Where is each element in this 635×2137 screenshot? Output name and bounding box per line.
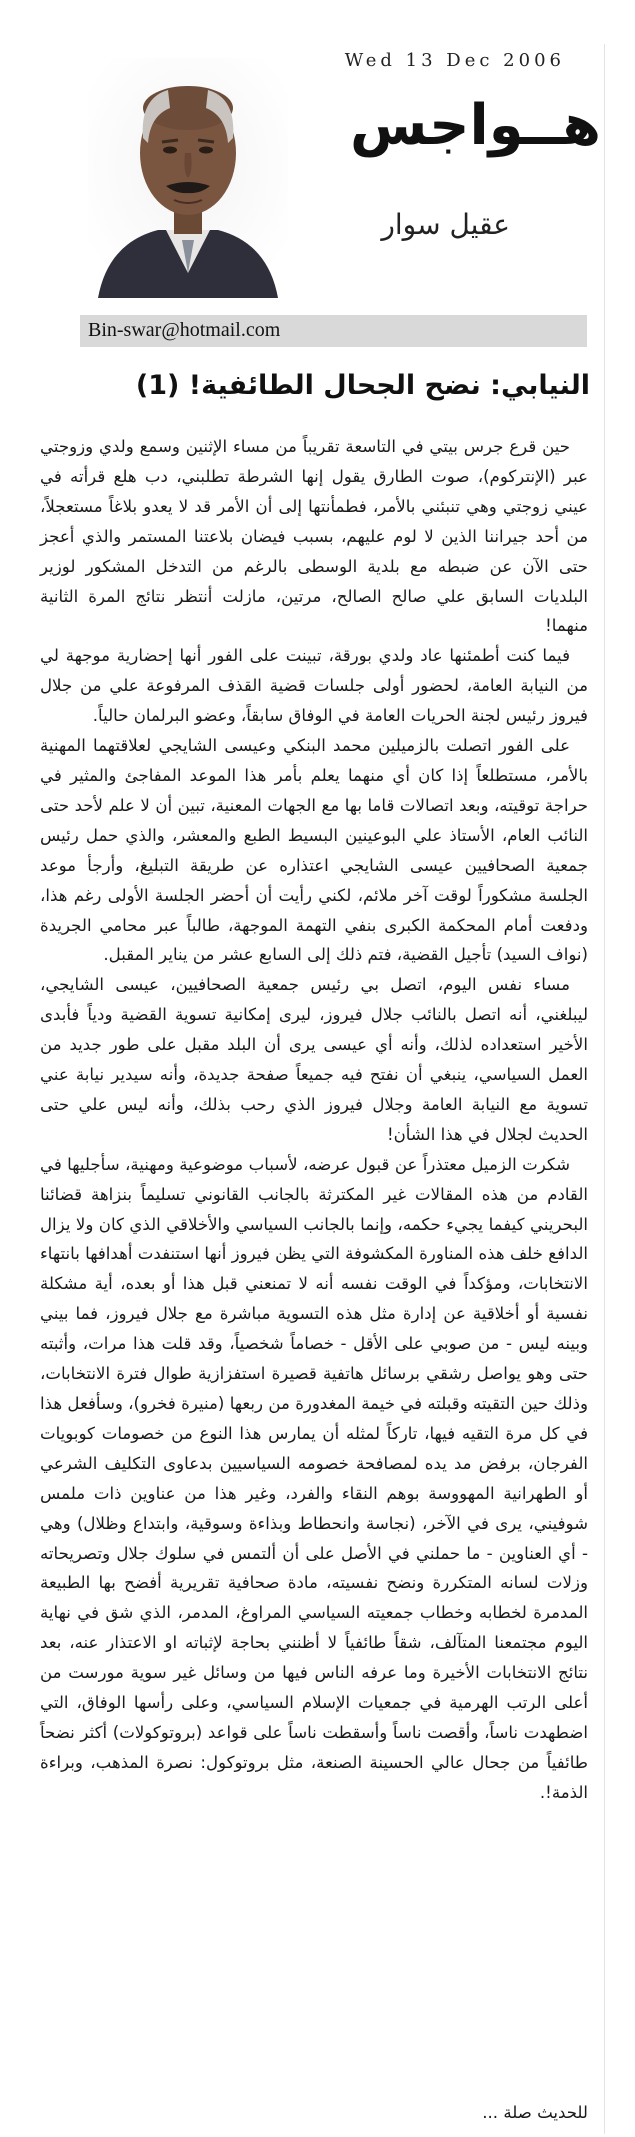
author-email[interactable]: Bin-swar@hotmail.com: [88, 319, 281, 341]
article-body: [40, 432, 588, 1808]
article-paragraph: شكرت الزميل معتذراً عن قبول عرضه، لأسباب موضوعية ومهنية، سأجليها في القادم من هذه المقالات غير المكترثة بالجانب القانوني تسليماً بنزاهة قضائنا البحريني كيفما يجيء حكمه، وإنما بالجانب السياسي والأخلاقي الذي كان ولا يزال الدافع خلف هذه المناورة المكشوفة التي يظن فيروز أنها استنفدت أهدافها بانتهاء الانتخابات، ومؤكداً في الوقت نفسه أنه لا تمنعني قبل هذا أو بعده، أية مشكلة نفسية أو أخلاقية عن إدارة مثل هذه التسوية مباشرة مع جلال فيروز، فما بيني وبينه ليس - من صوبي على الأقل - خصاماً شخصياً، وقد قلت هذا مرات، وأثبته حتى وهو يواصل رشقي برسائل هاتفية قصيرة استفزازية طوال فترة الانتخابات، وذلك حين التقيته وقبلته في خيمة المغدورة من ربعها (منيرة فخرو)، وسأفعل هذا في كل مرة التقيه فيها، تاركاً لمثله أن يمارس هذا النوع من خصومات كوبويات الفرجان، برفض مد يده لمصافحة خصومه السياسيين بدعاوى التكليف الشرعي أو الطهرانية المهووسة بوهم النقاء والفرد، وغير هذا من عناوين ذات ملمس شوفيني، يرى في الآخر، (نجاسة وانحطاط وبذاءة وسوقية، وابتداع وظلال) وهي - أي العناوين - ما حملني في الأصل على أن ألتمس في سلوك جلال وتصريحاته وزلات لسانه المتكررة ونضح نفسيته، مادة صحافية تقريرية أفضح بها الطبيعة المدمرة لخطابه وخطاب جمعيته السياسي المراوغ، المدمر، الذي شق في نهاية اليوم مجتمعنا المتآلف، شقاً طائفياً لا أظنني بحاجة لإثباته او الاعتذار عنه، بعد نتائج الانتخابات الأخيرة وما عرفه الناس فيها من وسائل غير سوية مورست من أعلى الرتب الهرمية في جمعيات الإسلام السياسي، وعلى رأسها الوفاق، التي اضطهدت ناساً، وأقصت ناساً وأسقطت ناساً على قواعد (بروتوكولات) أكثر نضحاً طائفياً من جحال عالي الحسينة الصنعة، مثل بروتوكول: نصرة المذهب، وبراءة الذمة!.: [40, 1154, 588, 1802]
email-bar: [80, 315, 587, 347]
to-be-continued: للحديث صلة ...: [482, 2103, 588, 2122]
article-headline: النيابي: نضح الجحال الطائفية! (1): [135, 370, 590, 401]
article-paragraph: فيما كنت أطمئنها عاد ولدي بورقة، تبينت على الفور أنها إحضارية موجهة لي من النيابة العامة، لحضور أولى جلسات قضية القذف المرفوعة علي من جلال فيروز رئيس لجنة الحريات العامة في الوفاق سابقاً، وعضو البرلمان حالياً.: [40, 646, 588, 726]
author-photo: [88, 58, 288, 298]
article-paragraph: حين قرع جرس بيتي في التاسعة تقريباً من مساء الإثنين وسمع ولدي وزوجتي عبر (الإنتركوم)، صوت الطارق يقول إنها الشرطة تطلبني، دب هلع قرأته في عيني زوجتي وهي تنبئني بالأمر، فطمأنتها إلى أن الأمر قد لا يعدو بلاغاً مستعجلاً، من أحد جيراننا الذين لا لوم عليهم، بسبب فيضان بلاعتنا المستمر والذي أعجز حتى الآن عن ضبطه مع بلدية الوسطى بالرغم من التدخل المشكور لوزير البلديات السابق علي صالح الصالح، مرتين، مازلت أنتظر نتائج المرة الثانية منهما!: [40, 437, 588, 636]
article-paragraph: على الفور اتصلت بالزميلين محمد البنكي وعيسى الشايجي لعلاقتهما المهنية بالأمر، مستطلعاً إذا كان أي منهما يعلم بأمر هذا الموعد المفاجئ والمثير في حراجة توقيته، وبعد اتصالات قاما بها مع الجهات المعنية، تبين أن لا علم لأحد حتى النائب العام، الأستاذ علي البوعينين البسيط الطبع والمعشر، والذي حمل رئيس جمعية الصحافيين عيسى الشايجي اعتذاره عن طريقة التبليغ، وأرجأ موعد الجلسة مشكوراً لوقت آخر ملائم، لكني رأيت أن أحضر الجلسة الأولى رغم هذا، ودفعت أمام المحكمة الكبرى بنفي التهمة الموجهة، طالباً عبر محامي الجريدة (نواف السيد) تأجيل القضية، فتم ذلك إلى السابع عشر من يناير المقبل.: [40, 736, 588, 965]
publication-date: Wed 13 Dec 2006: [344, 50, 565, 71]
article-paragraph: مساء نفس اليوم، اتصل بي رئيس جمعية الصحافيين، عيسى الشايجي، ليبلغني، أنه اتصل بالنائب جلال فيروز، ليرى إمكانية تسوية القضية ودياً فأبدى الأخير استعداده لذلك، وأنه أي عيسى يرى أن البلد مقبل على طور جديد من العمل السياسي، ينبغي أن نفتح فيه جميعاً صفحة جديدة، وأنه سيدير نيابة عني تسوية مع النيابة العامة وجلال فيروز الذي رحب بذلك، وأنه ليس علي حتى الحديث لجلال في هذا الشأن!: [40, 975, 588, 1144]
column-title: هــواجس: [350, 93, 601, 158]
right-sidebar: [605, 0, 635, 2137]
author-name: عقيل سوار: [381, 208, 510, 241]
